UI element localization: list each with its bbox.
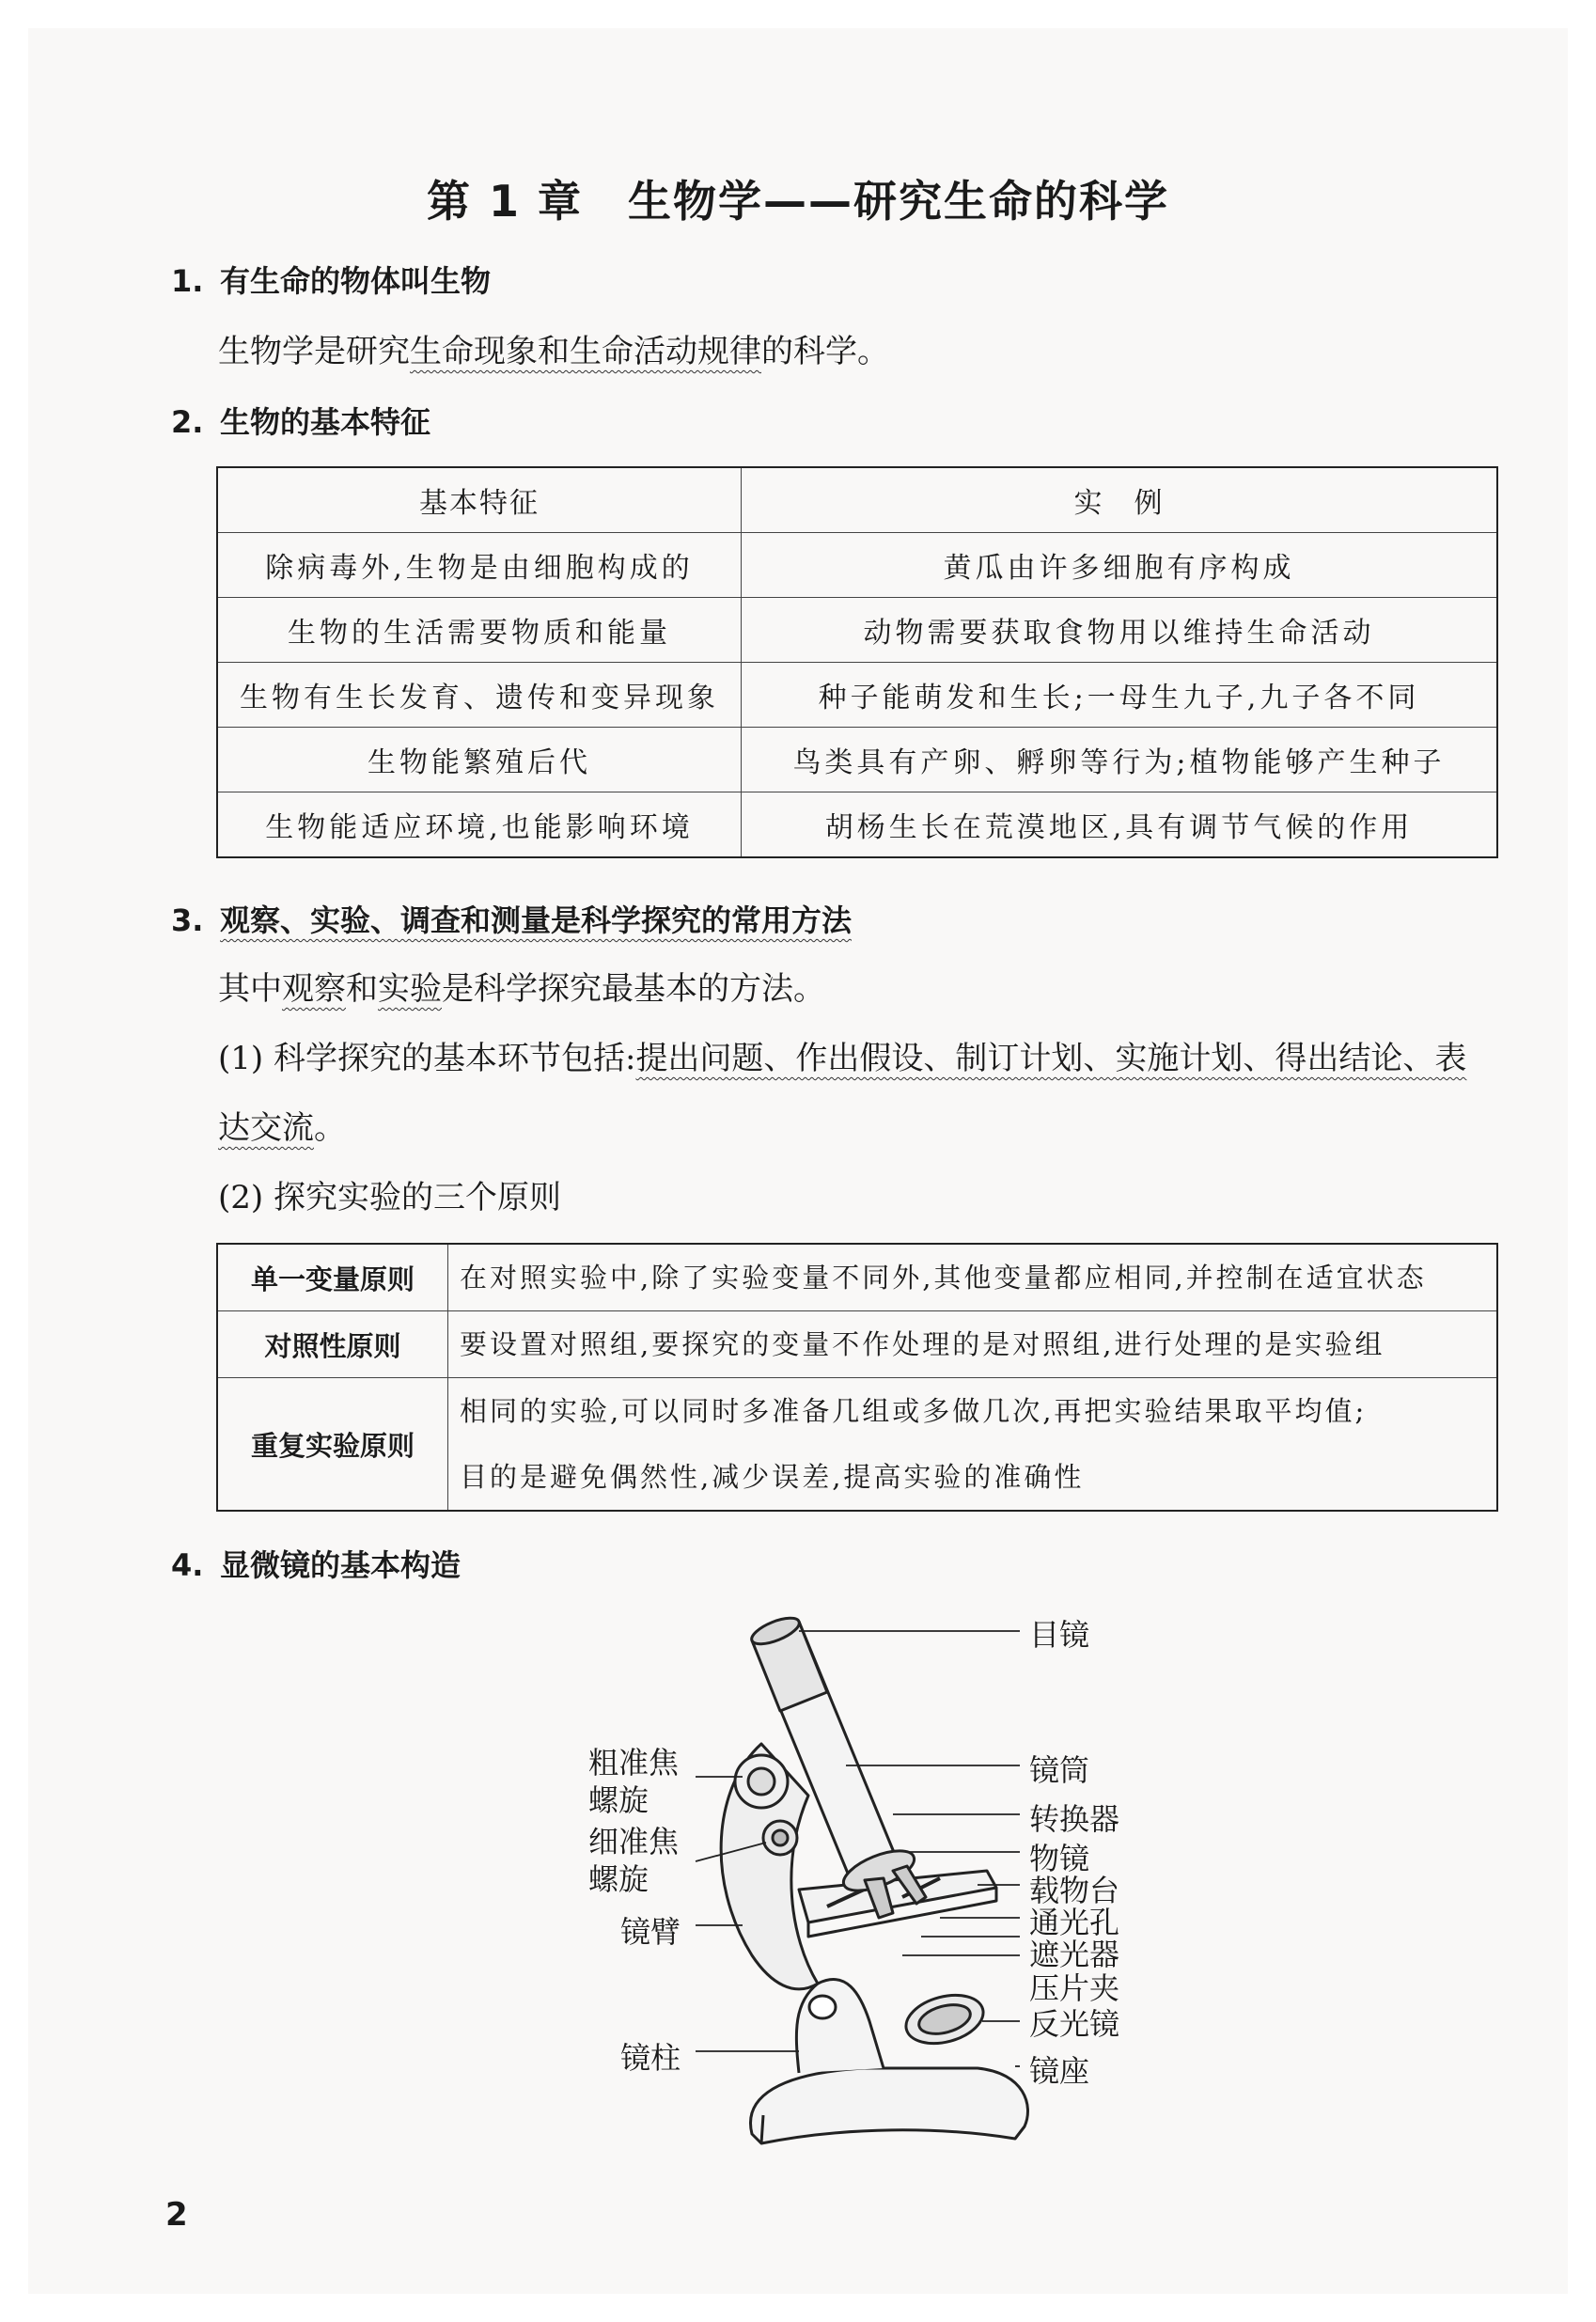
- label-aperture: 通光孔: [1029, 1905, 1120, 1940]
- text-segment: 其中: [218, 970, 282, 1008]
- emphasis-text: 提出问题、作出假设、制订计划、实施计划、得出结论、表: [635, 1040, 1467, 1077]
- label-base: 镜座: [1029, 2053, 1090, 2089]
- label-coarse-2: 螺旋: [588, 1782, 649, 1818]
- coarse-knob-inner: [748, 1768, 775, 1795]
- emphasis-text: 达交流: [218, 1109, 314, 1147]
- base-shape: [751, 2068, 1028, 2143]
- section3-title: 观察、实验、调查和测量是科学探究的常用方法: [220, 902, 853, 938]
- page-number: 2: [165, 2196, 188, 2234]
- table-cell: 生物能适应环境,也能影响环境: [217, 792, 742, 858]
- table-cell: 鸟类具有产卵、孵卵等行为;植物能够产生种子: [742, 728, 1498, 792]
- table-header: 基本特征: [217, 467, 742, 533]
- fine-knob-inner: [773, 1830, 788, 1845]
- table-cell: 生物有生长发育、遗传和变异现象: [217, 663, 742, 728]
- emphasis-text: 生命现象和生命活动规律: [410, 333, 761, 370]
- text-segment: 。: [314, 1109, 346, 1147]
- label-coarse-1: 粗准焦: [588, 1745, 680, 1781]
- principle-label: 重复实验原则: [217, 1378, 448, 1512]
- pillar-shape: [796, 1980, 884, 2073]
- principle-line: 目的是避免偶然性,减少误差,提高实验的准确性: [460, 1461, 1085, 1493]
- principle-line: 在对照实验中,除了实验变量不同外,其他变量都应相同,并控制在适宜状态: [460, 1262, 1427, 1294]
- section3-num: 3.: [171, 902, 204, 938]
- label-eyepiece: 目镜: [1029, 1617, 1090, 1653]
- text-segment: 生物学是研究: [218, 333, 410, 370]
- principle-label: 对照性原则: [217, 1311, 448, 1378]
- table-cell: 生物的生活需要物质和能量: [217, 598, 742, 663]
- section1-num: 1.: [171, 263, 204, 299]
- text-segment: 是科学探究最基本的方法。: [442, 970, 825, 1008]
- label-objective: 物镜: [1029, 1841, 1090, 1876]
- table-cell: 胡杨生长在荒漠地区,具有调节气候的作用: [742, 792, 1498, 858]
- label-fine-2: 螺旋: [588, 1861, 649, 1897]
- label-tube: 镜筒: [1029, 1752, 1090, 1788]
- label-fine-1: 细准焦: [588, 1824, 680, 1859]
- section2-num: 2.: [171, 404, 204, 440]
- label-nosepiece: 转换器: [1029, 1801, 1120, 1837]
- pillar-joint: [809, 1996, 836, 2018]
- table-cell: 动物需要获取食物用以维持生命活动: [742, 598, 1498, 663]
- table-cell: 生物能繁殖后代: [217, 728, 742, 792]
- table-cell: 黄瓜由许多细胞有序构成: [742, 533, 1498, 598]
- label-pillar: 镜柱: [620, 2040, 681, 2076]
- text-segment: (1) 科学探究的基本环节包括:: [218, 1040, 636, 1077]
- section2-title: 生物的基本特征: [220, 404, 431, 440]
- text-segment: 的科学。: [761, 333, 889, 370]
- chapter-title: 第 1 章 生物学——研究生命的科学: [426, 176, 1170, 227]
- section3-item2: (2) 探究实验的三个原则: [218, 1179, 561, 1216]
- principle-line: 相同的实验,可以同时多准备几组或多做几次,再把实验结果取平均值;: [460, 1395, 1368, 1427]
- emphasis-text: 观察: [282, 970, 346, 1008]
- table-cell: 种子能萌发和生长;一母生九子,九子各不同: [742, 663, 1498, 728]
- label-stage: 载物台: [1029, 1873, 1120, 1908]
- table-cell: 除病毒外,生物是由细胞构成的: [217, 533, 742, 598]
- label-diaphragm: 遮光器: [1029, 1937, 1120, 1972]
- principle-line: 要设置对照组,要探究的变量不作处理的是对照组,进行处理的是实验组: [460, 1328, 1385, 1360]
- emphasis-text: 实验: [378, 970, 442, 1008]
- label-arm: 镜臂: [620, 1914, 681, 1950]
- label-clip: 压片夹: [1029, 1970, 1120, 2006]
- section1-title: 有生命的物体叫生物: [220, 263, 492, 299]
- text-segment: 和: [346, 970, 378, 1008]
- label-mirror: 反光镜: [1029, 2006, 1120, 2042]
- section4-num: 4.: [171, 1547, 204, 1583]
- table-header: 实 例: [742, 467, 1498, 533]
- principle-label: 单一变量原则: [217, 1244, 448, 1311]
- section4-title: 显微镜的基本构造: [220, 1547, 462, 1583]
